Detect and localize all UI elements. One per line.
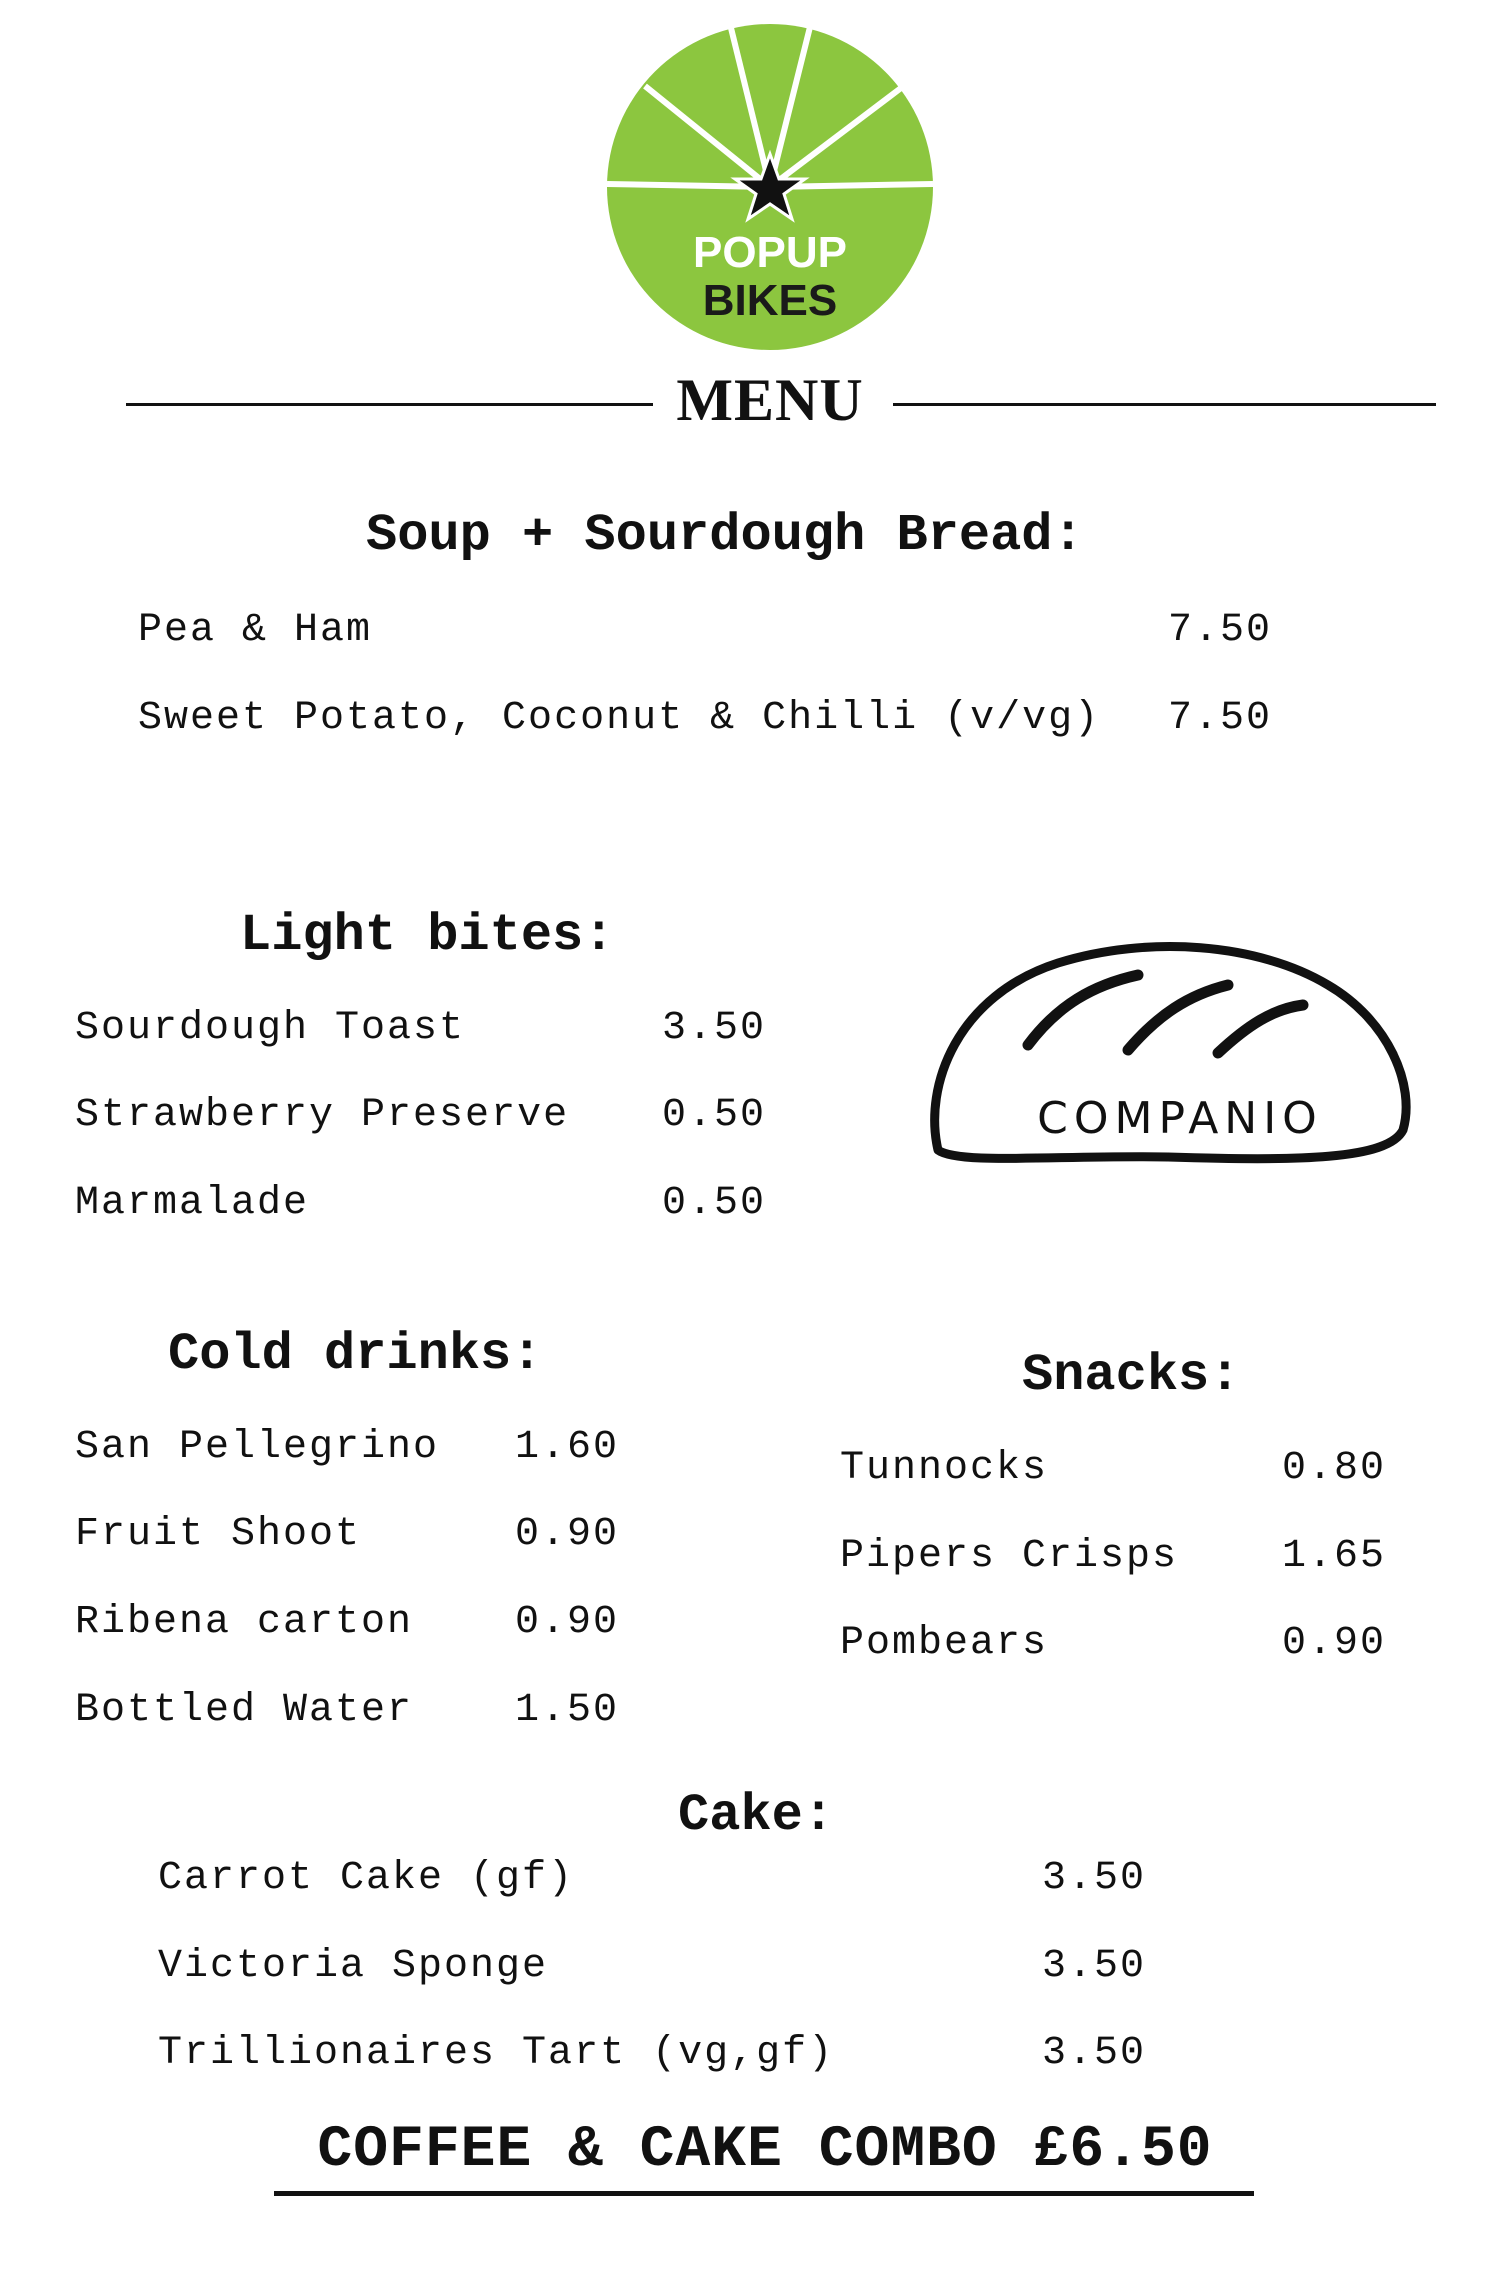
companio-bread-logo <box>918 935 1418 1175</box>
cold-drinks-item-name: Ribena carton <box>75 1600 414 1645</box>
soup-item-name: Sweet Potato, Coconut & Chilli (v/vg) <box>138 696 1101 741</box>
menu-rule-left <box>126 403 653 406</box>
light-bites-item-price: 0.50 <box>662 1181 767 1226</box>
section-title-cake: Cake: <box>678 1786 835 1845</box>
cold-drinks-item-price: 0.90 <box>515 1512 620 1557</box>
snacks-item-price: 0.80 <box>1282 1446 1387 1491</box>
cold-drinks-item-name: Bottled Water <box>75 1688 414 1733</box>
snacks-item-price: 0.90 <box>1282 1621 1387 1666</box>
cold-drinks-item-name: San Pellegrino <box>75 1425 440 1470</box>
menu-title: MENU <box>676 367 864 433</box>
light-bites-item-price: 3.50 <box>662 1006 767 1051</box>
soup-item-price: 7.50 <box>1168 696 1273 741</box>
logo-text-line1: POPUP <box>692 228 848 277</box>
section-title-soup: Soup + Sourdough Bread: <box>366 506 1084 565</box>
snacks-item-name: Pombears <box>840 1621 1049 1666</box>
section-title-light-bites: Light bites: <box>240 906 615 965</box>
light-bites-item-name: Sourdough Toast <box>75 1006 466 1051</box>
section-title-snacks: Snacks: <box>1022 1346 1241 1405</box>
combo-offer: COFFEE & CAKE COMBO £6.50 <box>317 2118 1213 2183</box>
combo-underline <box>274 2191 1254 2196</box>
light-bites-item-name: Strawberry Preserve <box>75 1093 570 1138</box>
soup-item-name: Pea & Ham <box>138 608 373 653</box>
cake-item-price: 3.50 <box>1042 2031 1147 2076</box>
section-title-cold-drinks: Cold drinks: <box>168 1325 543 1384</box>
cake-item-name: Victoria Sponge <box>158 1944 549 1989</box>
cold-drinks-item-price: 1.50 <box>515 1688 620 1733</box>
snacks-item-name: Pipers Crisps <box>840 1534 1179 1579</box>
cake-item-price: 3.50 <box>1042 1944 1147 1989</box>
cold-drinks-item-price: 1.60 <box>515 1425 620 1470</box>
cake-item-name: Carrot Cake (gf) <box>158 1856 575 1901</box>
cake-item-name: Trillionaires Tart (vg,gf) <box>158 2031 835 2076</box>
soup-item-price: 7.50 <box>1168 608 1273 653</box>
menu-rule-right <box>893 403 1436 406</box>
cake-item-price: 3.50 <box>1042 1856 1147 1901</box>
snacks-item-name: Tunnocks <box>840 1446 1049 1491</box>
popup-bikes-logo <box>605 22 935 352</box>
cold-drinks-item-name: Fruit Shoot <box>75 1512 362 1557</box>
companio-text: COMPANIO <box>1037 1093 1323 1144</box>
light-bites-item-name: Marmalade <box>75 1181 310 1226</box>
cold-drinks-item-price: 0.90 <box>515 1600 620 1645</box>
snacks-item-price: 1.65 <box>1282 1534 1387 1579</box>
logo-text-line2: BIKES <box>702 276 838 325</box>
light-bites-item-price: 0.50 <box>662 1093 767 1138</box>
